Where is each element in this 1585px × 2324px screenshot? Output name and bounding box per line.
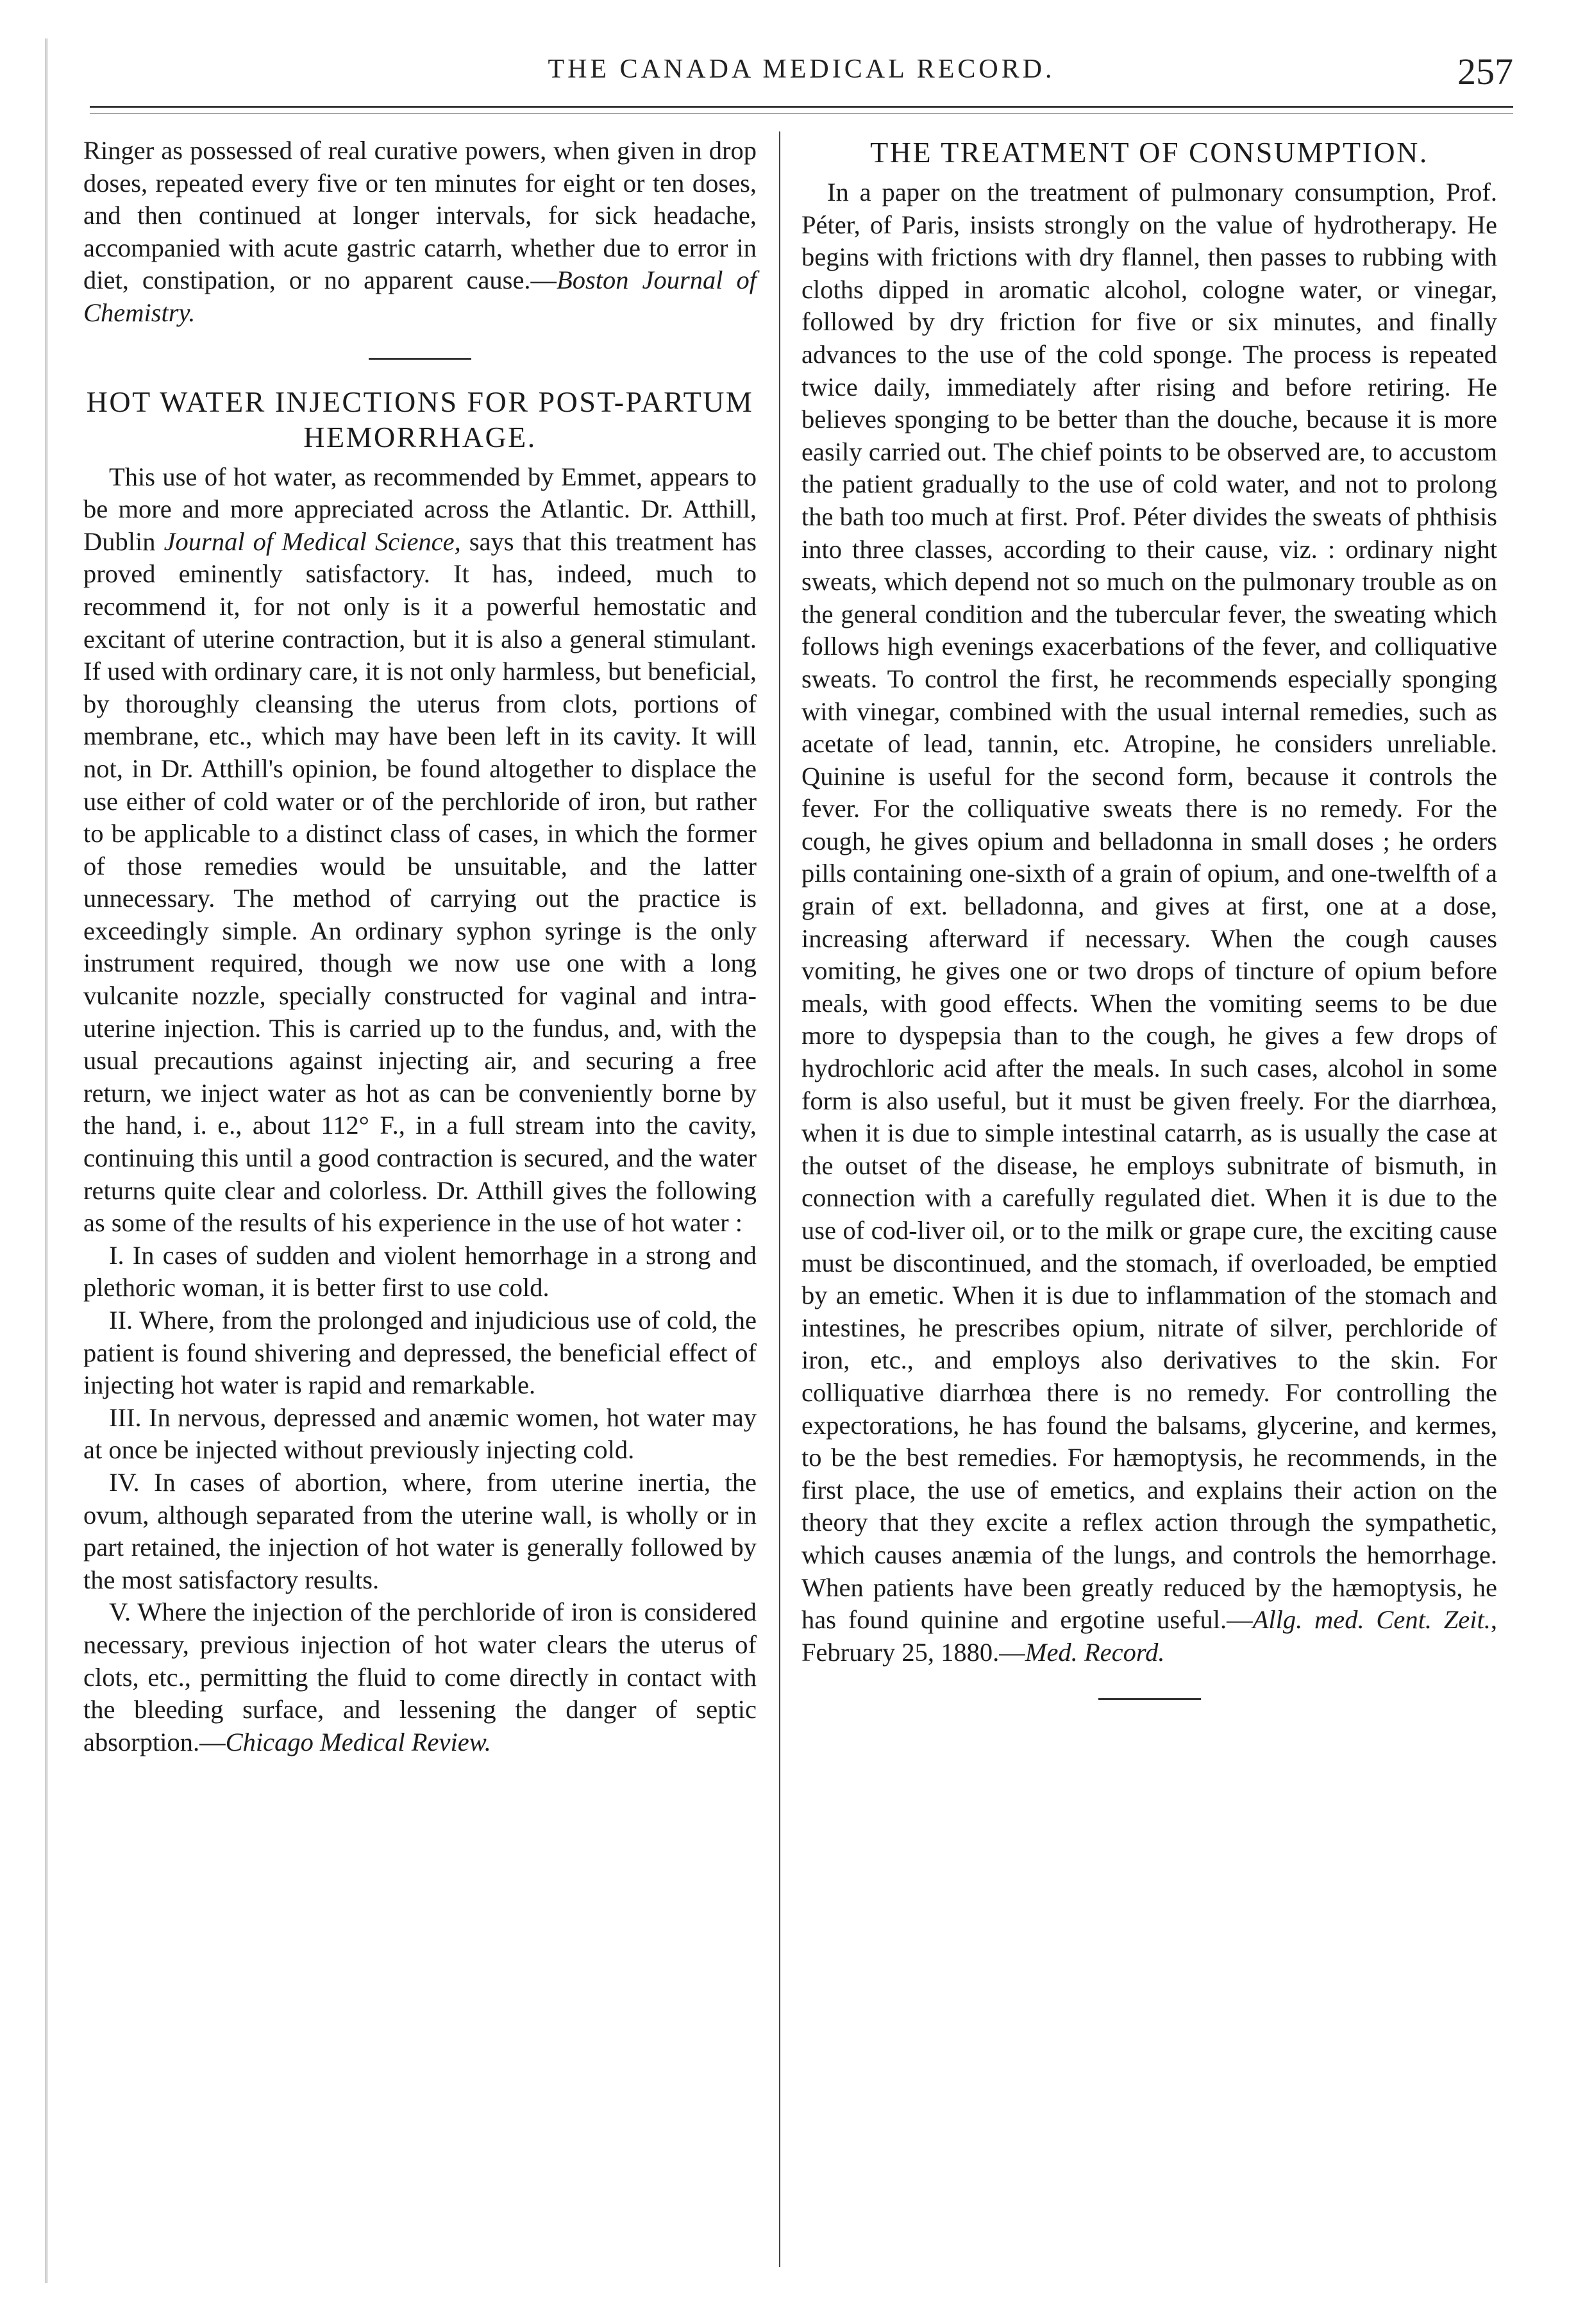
header-rule-thin bbox=[90, 113, 1513, 114]
source-citation: Chicago Medical Review. bbox=[225, 1727, 491, 1756]
paragraph-text: In a paper on the treatment of pulmonary consumption, Prof. Péter, of Paris, insists strongly on the value of hydrotherapy. He begins with frictions with dry flannel, then passes to rubbing with cloths dipped in aromatic alcohol, cologne water, or vinegar, followed by dry friction for five or six minutes, and finally advances to the use of the cold sponge. The process is repeated twice daily, immediately after rising and before retiring. He believes sponging to be better than the douche, because it is more easily carried out. The chief points to be observed are, to accustom the patient gradually to the use of cold water, and not to prolong the bath too much at first. Prof. Péter divides the sweats of phthisis into three classes, according to their cause, viz. : ordinary night sweats, which depend not so much on the pulmonary trouble as on the general condition and the tubercular fever, the sweating which follows high evenings exacerbations of the fever, and colliquative sweats. To control the first, he recommends especially sponging with vinegar, combined with the usual internal remedies, such as acetate of lead, tannin, etc. Atropine, he considers unreliable. Quinine is useful for the second form, because it controls the fever. For the colliquative sweats there is no remedy. For the cough, he gives opium and belladonna in small doses ; he orders pills containing one-sixth of a grain of opium, and one-twelfth of a grain of ext. belladonna, and gives at first, one at a dose, increasing afterward if necessary. When the cough causes vomiting, he gives one or two drops of tincture of opium before meals, with good effects. When the vomiting seems to be due more to dyspepsia than to the cough, he gives a few drops of hydrochloric acid after the meals. In such cases, alcohol in some form is also useful, but it must be given freely. For the diarrhœa, when it is due to simple intestinal catarrh, as is usually the case at the outset of the disease, he employs subnitrate of bismuth, in connection with a carefully regulated diet. When it is due to the use of cod-liver oil, or to the milk or grape cure, the exciting cause must be discontinued, and the stomach, if overloaded, be emptied by an emetic. When it is due to inflammation of the stomach and intestines, he prescribes opium, nitrate of silver, perchloride of iron, etc., and employs also derivatives to the skin. For colliquative diarrhœa there is no remedy. For controlling the expectorations, he has found the balsams, glycerine, and kermes, to be the best remedies. For hæmoptysis, he recommends, in the first place, the use of emetics, and explains their action on the theory that they excite a reflex action through the sympathetic, which causes anæmia of the lungs, and controls the hemorrhage. When patients have been greatly reduced by the hæmoptysis, he has found quinine and ergotine useful.— bbox=[801, 178, 1497, 1635]
paragraph-text-b: says that this treatment has proved eminently satisfactory. It has, indeed, much to recommend it, for not only is it a powerful hemostatic and excitant of uterine contraction, but it is also a general stimulant. If used with ordinary care, it is not only harmless, but beneficial, by thoroughly cleansing the uterus from clots, portions of membrane, etc., which may have been left in its cavity. It will not, in Dr. Atthill's opinion, be found altogether to displace the use either of cold water or of the perchloride of iron, but rather to be applicable to a distinct class of cases, in which the former of those remedies would be unsuitable, and the latter unnecessary. The method of carrying out the practice is exceedingly simple. An ordinary syphon syringe is the only instrument required, though we now use one with a long vulcanite nozzle, specially constructed for vaginal and intra-uterine injection. This is carried up to the fundus, and, with the usual precautions against injecting air, and securing a free return, we inject water as hot as can be conveniently borne by the hand, i. e., about 112° F., in a full stream into the cavity, continuing this until a good contraction is secured, and the water returns quite clear and colorless. Dr. Atthill gives the following as some of the results of his experience in the use of hot water : bbox=[83, 526, 757, 1238]
result-item-4: IV. In cases of abortion, where, from uterine inertia, the ovum, although separated from the uterine wall, is wholly or in part retained, the injection of hot water is generally followed by the most satisfactory results. bbox=[83, 1467, 757, 1594]
left-column bbox=[83, 135, 757, 1758]
section-separator bbox=[1098, 1698, 1201, 1700]
result-item-2: II. Where, from the prolonged and injudicious use of cold, the patient is found shivering and depressed, the beneficial effect of injecting hot water is rapid and remarkable. bbox=[83, 1306, 757, 1400]
running-title: THE CANADA MEDICAL RECORD. bbox=[548, 55, 1055, 84]
result-item-1: I. In cases of sudden and violent hemorrhage in a strong and plethoric woman, it is better first to use cold. bbox=[83, 1240, 757, 1302]
source-citation: Allg. med. Cent. Zeit. bbox=[1252, 1605, 1491, 1635]
continued-paragraph bbox=[83, 135, 757, 330]
source-citation: Med. Record. bbox=[1025, 1637, 1165, 1667]
article-heading: THE TREATMENT OF CONSUMPTION. bbox=[870, 136, 1429, 169]
article-paragraph bbox=[801, 176, 1497, 1669]
result-item-3: III. In nervous, depressed and anæmic women, hot water may at once be injected without previously injecting cold. bbox=[83, 1402, 757, 1465]
article-heading: HOT WATER INJECTIONS FOR POST-PARTUM HEMORRHAGE. bbox=[86, 385, 754, 453]
paragraph-text-a: This use of hot water, as recommended by Emmet, appears to be more and more appreciated across the Atlantic. Dr. Atthill, Dublin bbox=[83, 462, 757, 556]
journal-title: Journal of Medical Science, bbox=[164, 526, 461, 556]
right-column bbox=[801, 135, 1497, 1700]
page-header bbox=[90, 50, 1513, 101]
page-number: 257 bbox=[1457, 51, 1513, 92]
source-citation: Boston Journal of Chemistry. bbox=[83, 265, 757, 327]
article-paragraph bbox=[83, 461, 757, 1240]
header-rule bbox=[90, 106, 1513, 108]
continued-text: Ringer as possessed of real curative powers, when given in drop doses, repeated every five or ten minutes for eight or ten doses, and then continued at longer intervals, for sick headache, accompanied with acute gastric catarrh, whether due to error in diet, constipation, or no apparent cause.— bbox=[83, 136, 757, 295]
column-divider bbox=[779, 131, 780, 2267]
result-item-5-text: V. Where the injection of the perchloride of iron is considered necessary, previous injection of hot water clears the uterus of clots, etc., permitting the fluid to come directly in contact with the bleeding surface, and lessening the danger of septic absorption.— bbox=[83, 1597, 757, 1756]
binding-edge bbox=[45, 38, 48, 2283]
result-item-5 bbox=[83, 1596, 757, 1758]
citation-date: , February 25, 1880.— bbox=[801, 1605, 1497, 1667]
